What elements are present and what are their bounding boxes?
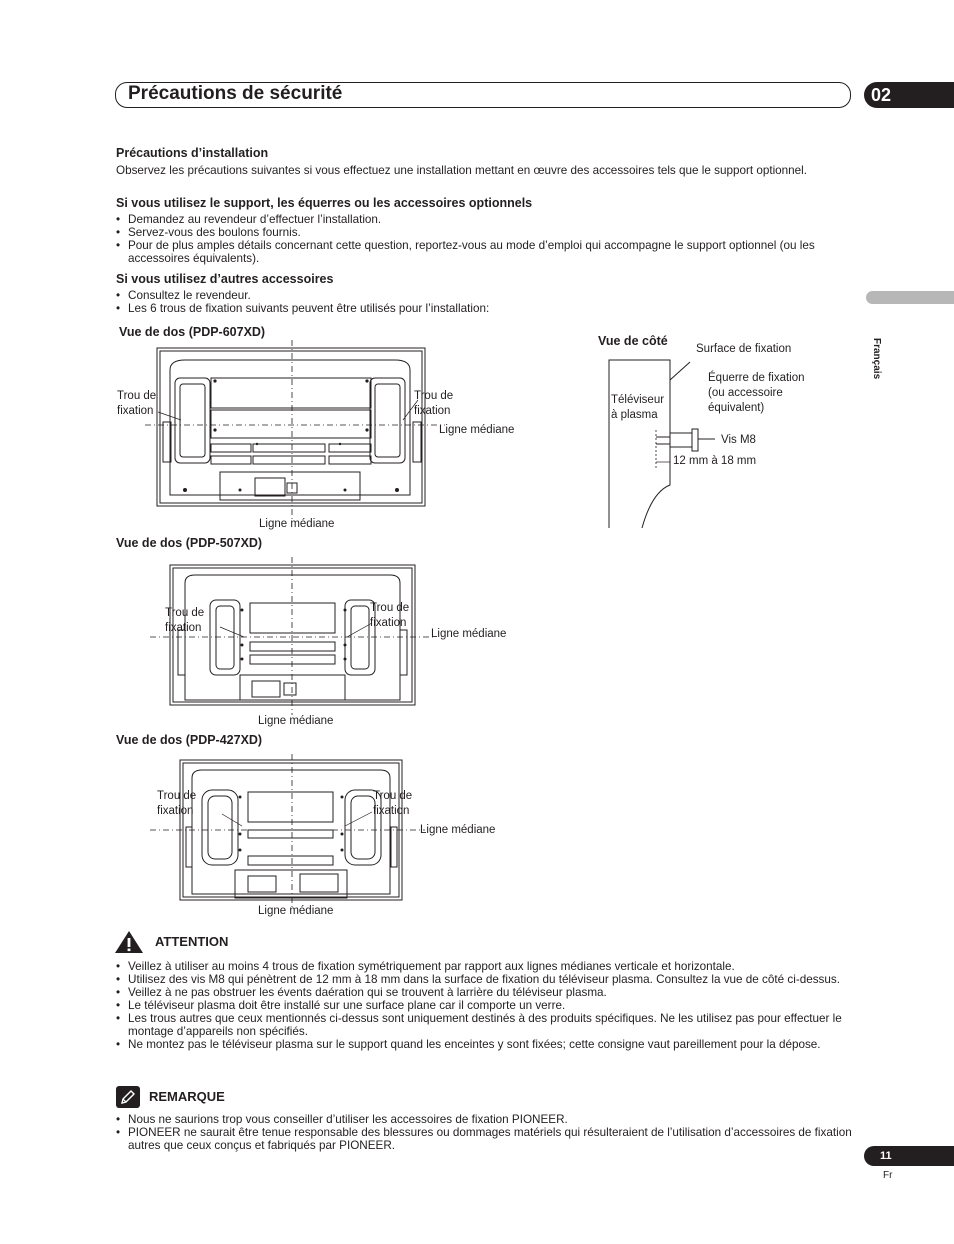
hole-label-right-607: Trou de fixation — [414, 390, 454, 417]
list-item: • Les 6 trous de fixation suivants peuvent être utilisés pour l’installation: — [115, 302, 855, 315]
chapter-number: 02 — [871, 85, 892, 105]
note-list — [115, 1113, 855, 1152]
hole-label-right-507: Trou de fixation — [370, 602, 410, 629]
list-item: • Veillez à utiliser au moins 4 trous de fixation symétriquement par rapport aux lignes médianes verticale et horizontale. — [115, 960, 855, 973]
list-item: • PIONEER ne saurait être tenue responsable des blessures ou dommages matériels qui résulteraient de l’utilisation d’accessoires de fixation autres que ceux conçus et fabriqués par PIONEER. — [115, 1126, 855, 1152]
install-heading: Précautions d’installation — [116, 146, 269, 160]
page-title: Précautions de sécurité — [128, 83, 343, 104]
list-item: • Demandez au revendeur d’effectuer l’installation. — [115, 213, 855, 226]
midline-v-label-427: Ligne médiane — [258, 905, 334, 917]
rear-view-427-drawing — [150, 752, 430, 907]
list-item: • Le téléviseur plasma doit être installé sur une surface plane car il comporte un verre. — [115, 999, 855, 1012]
list-item: • Pour de plus amples détails concernant cette question, reportez-vous au mode d’emploi qui accompagne le support optionnel (ou les accessoires équivalents). — [115, 239, 855, 265]
figure-title-607: Vue de dos (PDP-607XD) — [119, 325, 266, 339]
other-list — [115, 289, 855, 315]
mounting-surface-label: Surface de fixation — [696, 343, 792, 355]
figure-title-427: Vue de dos (PDP-427XD) — [116, 733, 263, 747]
optional-heading: Si vous utilisez le support, les équerres ou les accessoires optionnels — [116, 196, 533, 210]
other-heading: Si vous utilisez d’autres accessoires — [116, 272, 334, 286]
hole-label-left-427: Trou de fixation — [157, 790, 197, 817]
hole-label-left-607: Trou de fixation — [117, 390, 157, 417]
midline-h-label-507: Ligne médiane — [431, 628, 507, 640]
language-tab — [866, 291, 954, 304]
midline-v-label-507: Ligne médiane — [258, 715, 334, 727]
page-number-tab — [864, 1146, 954, 1166]
figure-title-507: Vue de dos (PDP-507XD) — [116, 536, 263, 550]
attention-heading: ATTENTION — [155, 934, 229, 949]
bracket-label: Équerre de fixation (ou accessoire équivalent) — [708, 372, 805, 414]
pencil-note-icon — [116, 1086, 140, 1108]
depth-label: 12 mm à 18 mm — [673, 455, 757, 467]
list-item: • Servez-vous des boulons fournis. — [115, 226, 855, 239]
page-number: 11 — [880, 1150, 892, 1162]
list-item: • Utilisez des vis M8 qui pénètrent de 12 mm à 18 mm dans la surface de fixation du téléviseur plasma. Consultez la vue de côté ci-dessus. — [115, 973, 855, 986]
midline-h-label-427: Ligne médiane — [420, 824, 496, 836]
list-item: • Ne montez pas le téléviseur plasma sur le support quand les enceintes y sont fixées; cette consigne vaut pareillement pour la dépose. — [115, 1038, 855, 1051]
screw-label: Vis M8 — [721, 434, 756, 446]
list-item: • Veillez à ne pas obstruer les évents daération qui se trouvent à larrière du téléviseur plasma. — [115, 986, 855, 999]
page-language-code: Fr — [883, 1170, 893, 1181]
note-heading: REMARQUE — [149, 1089, 225, 1104]
midline-v-label-607: Ligne médiane — [259, 518, 335, 530]
language-label: Français — [871, 338, 882, 380]
list-item: • Consultez le revendeur. — [115, 289, 855, 302]
list-item: • Les trous autres que ceux mentionnés ci-dessus sont uniquement destinés à des produits spécifiques. Ne les utilisez pas pour effectuer le montage d’appareils non spécifiés. — [115, 1012, 855, 1038]
attention-list — [115, 960, 855, 1051]
midline-h-label-607: Ligne médiane — [439, 424, 515, 436]
warning-icon — [114, 930, 144, 954]
install-intro: Observez les précautions suivantes si vous effectuez une installation mettant en œuvre des accessoires tels que le support optionnel. — [116, 164, 808, 177]
side-view-title: Vue de côté — [598, 334, 668, 348]
plasma-tv-label: Téléviseur à plasma — [611, 394, 665, 421]
hole-label-left-507: Trou de fixation — [165, 607, 205, 634]
hole-label-right-427: Trou de fixation — [373, 790, 413, 817]
rear-view-607-drawing — [145, 340, 445, 520]
list-item: • Nous ne saurions trop vous conseiller d’utiliser les accessoires de fixation PIONEER. — [115, 1113, 855, 1126]
optional-list — [115, 213, 855, 265]
